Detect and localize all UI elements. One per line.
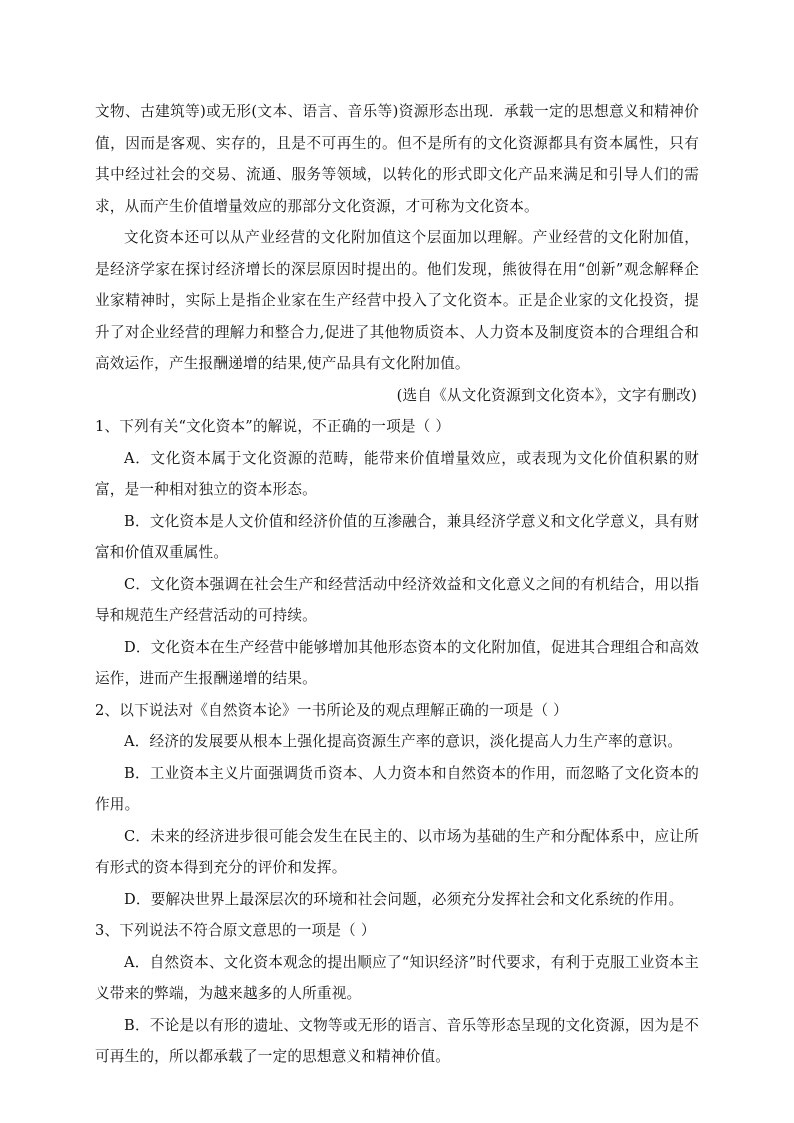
question-1-option-a: A．文化资本属于文化资源的范畴，能带来价值增量效应，或表现为文化价值积累的财富，是一种相对独立的资本形态。: [95, 449, 699, 498]
question-2: [95, 695, 699, 916]
document-page: [95, 96, 699, 1073]
question-2-option-c: C．未来的经济进步很可能会发生在民主的、以市场为基础的生产和分配体系中，应让所有形式的资本得到充分的评价和发挥。: [95, 827, 699, 876]
question-3-option-b: B．不论是以有形的遗址、文物等或无形的语言、音乐等形态呈现的文化资源，因为是不可再生的，所以都承载了一定的思想意义和精神价值。: [95, 1016, 699, 1065]
question-3-stem: 3、下列说法不符合原文意思的一项是（ ）: [95, 922, 376, 939]
question-1-option-b: B．文化资本是人文价值和经济价值的互渗融合，兼具经济学意义和文化学意义，具有财富和价值双重属性。: [95, 512, 699, 561]
question-3-option-a: A．自然资本、文化资本观念的提出顺应了“知识经济”时代要求，有利于克服工业资本主义带来的弊端，为越来越多的人所重视。: [95, 953, 699, 1002]
question-2-option-d: D．要解决世界上最深层次的环境和社会问题，必须充分发挥社会和文化系统的作用。: [124, 890, 684, 908]
question-1: [95, 411, 699, 695]
question-1-option-c: C．文化资本强调在社会生产和经营活动中经济效益和文化意义之间的有机结合，用以指导和规范生产经营活动的可持续。: [95, 575, 699, 624]
question-1-stem: 1、下列有关“文化资本”的解说，不正确的一项是（ ）: [95, 418, 451, 435]
passage-paragraph-1: 文物、古建筑等)或无形(文本、语言、音乐等)资源形态出现．承载一定的思想意义和精神价值，因而是客观、实存的，且是不可再生的。但不是所有的文化资源都具有资本属性，只有其中经过社会的交易、流通、服务等领域，以转化的形式即文化产品来满足和引导人们的需求，从而产生价值增量效应的那部分文化资源，才可称为文化资本。: [95, 103, 699, 215]
passage-paragraph-2: 文化资本还可以从产业经营的文化附加值这个层面加以理解。产业经营的文化附加值， 是经济学家在探讨经济增长的深层原因时提出的。他们发现，熊彼得在用“创新”观念解释企业家精神时，实际上是指企业家在生产经营中投入了文化资本。正是企业家的文化投资，提升了对企业经营的理解力和整合力,促进了其他物质资本、人力资本及制度资本的合理组合和高效运作，产生报酬递增的结果,使产品具有文化附加值。: [95, 229, 699, 372]
question-1-option-d: D．文化资本在生产经营中能够增加其他形态资本的文化附加值，促进其合理组合和高效运作，进而产生报酬递增的结果。: [95, 638, 699, 687]
question-2-option-a: A．经济的发展要从根本上强化提高资源生产率的意识，淡化提高人力生产率的意识。: [124, 733, 683, 750]
question-2-option-b: B．工业资本主义片面强调货币资本、人力资本和自然资本的作用，而忽略了文化资本的作用。: [95, 764, 699, 813]
question-3: [95, 915, 699, 1073]
question-2-stem: 2、以下说法对《自然资本论》一书所论及的观点理解正确的一项是（ ）: [95, 701, 568, 719]
passage-source: (选自《从文化资源到文化资本》，文字有删改): [396, 386, 697, 404]
